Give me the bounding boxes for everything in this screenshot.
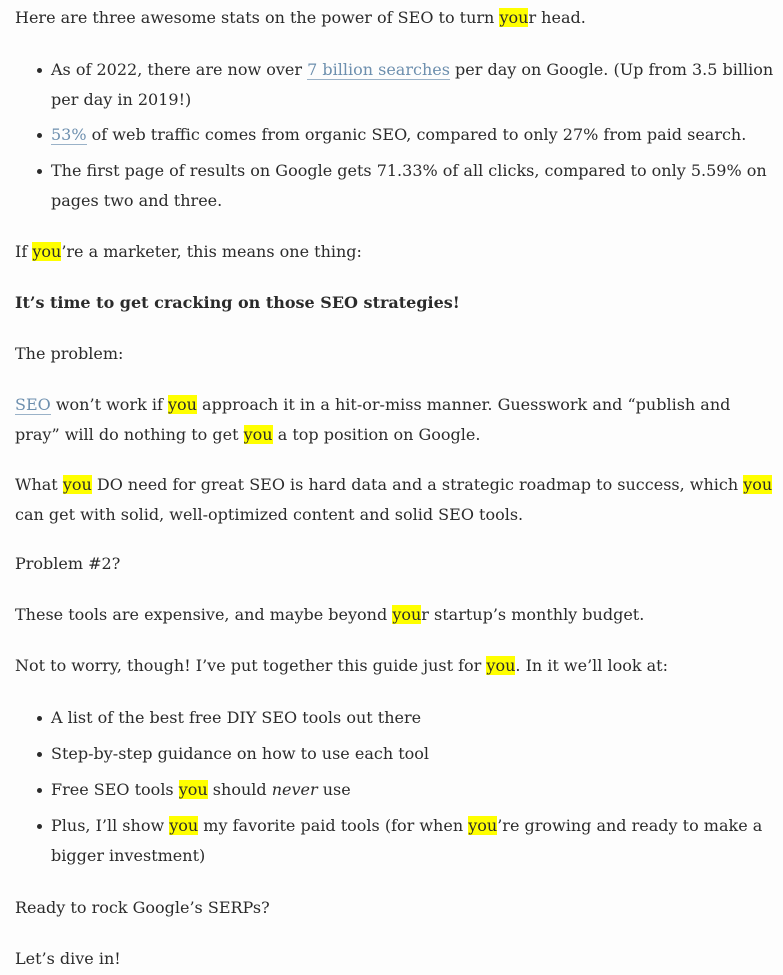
text-span: ’re a marketer, this means one thing: [61, 242, 362, 261]
highlighted-term: you [743, 475, 773, 494]
highlighted-term: you [169, 816, 199, 835]
text-span: approach it in a hit-or-miss manner. Guesswork and “publish and pray” will do nothing to get [15, 395, 731, 444]
text-span: Step-by-step guidance on how to use each tool [51, 744, 430, 763]
text-span: A list of the best free DIY SEO tools out there [51, 708, 422, 727]
list-item [51, 703, 775, 733]
problem-label: The problem: [15, 344, 124, 363]
need-paragraph [15, 470, 775, 530]
text-span: If [15, 242, 33, 261]
highlighted-term: you [468, 816, 498, 835]
highlighted-term: you [243, 425, 273, 444]
dive-in-paragraph: Let’s dive in! [15, 949, 121, 968]
text-span: What [15, 475, 63, 494]
list-item [51, 775, 775, 805]
text-span: can get with solid, well-optimized content and solid SEO tools. [15, 505, 524, 524]
text-span: Here are three awesome stats on the power of SEO to turn [15, 8, 500, 27]
text-span: These tools are expensive, and maybe beyond [15, 605, 393, 624]
highlighted-term: you [178, 780, 208, 799]
marketer-paragraph [15, 237, 775, 267]
emphasis-text: never [271, 780, 318, 799]
highlighted-term: you [167, 395, 197, 414]
list-item [51, 120, 775, 150]
text-span: . In it we’ll look at: [515, 656, 668, 675]
seo-link[interactable]: SEO [15, 395, 51, 414]
list-item [51, 739, 775, 769]
highlighted-term: you [499, 8, 529, 27]
text-span: r head. [528, 8, 586, 27]
stats-list [33, 55, 775, 216]
text-span: r startup’s monthly budget. [421, 605, 645, 624]
text-span: As of 2022, there are now over [51, 60, 308, 79]
text-span: Plus, I’ll show [51, 816, 170, 835]
text-span: of web traffic comes from organic SEO, compared to only 27% from paid search. [86, 125, 747, 144]
text-span: per day on Google. (Up from 3.5 billion per day in 2019!) [51, 60, 774, 109]
text-span: use [317, 780, 351, 799]
problem-paragraph [15, 390, 775, 450]
text-span: won’t work if [50, 395, 168, 414]
highlighted-term: you [486, 656, 516, 675]
guide-intro-paragraph [15, 651, 775, 681]
intro-paragraph [15, 3, 775, 33]
text-span: a top position on Google. [272, 425, 481, 444]
guide-list [33, 703, 775, 871]
billion-searches-link[interactable]: 7 billion searches [307, 60, 450, 79]
text-span: Free SEO tools [51, 780, 179, 799]
text-span: should [207, 780, 272, 799]
list-item [51, 55, 775, 115]
call-to-action-heading: It’s time to get cracking on those SEO strategies! [15, 293, 460, 312]
text-span: ’re growing and ready to make a bigger investment) [51, 816, 763, 865]
serps-paragraph: Ready to rock Google’s SERPs? [15, 898, 270, 917]
highlighted-term: you [32, 242, 62, 261]
list-item [51, 156, 775, 216]
problem-two-label: Problem #2? [15, 554, 121, 573]
highlighted-term: you [62, 475, 92, 494]
budget-paragraph [15, 600, 775, 630]
highlighted-term: you [392, 605, 422, 624]
text-span: DO need for great SEO is hard data and a strategic roadmap to success, which [91, 475, 744, 494]
text-span: Not to worry, though! I’ve put together this guide just for [15, 656, 487, 675]
organic-traffic-link[interactable]: 53% [51, 125, 87, 144]
text-span: my favorite paid tools (for when [198, 816, 469, 835]
text-span: The first page of results on Google gets 71.33% of all clicks, compared to only 5.59% on pages two and three. [51, 161, 767, 210]
list-item [51, 811, 775, 871]
